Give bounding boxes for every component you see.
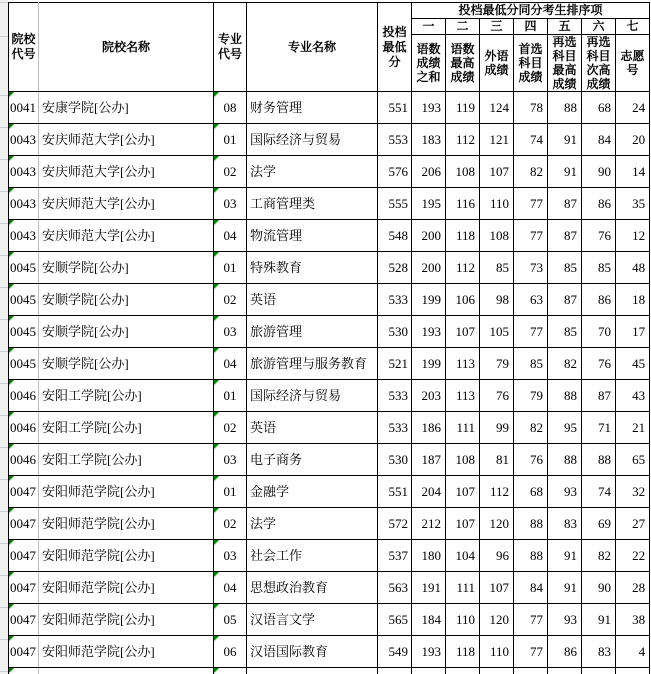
gutter-gridline: [0, 2, 8, 3]
cell-major-code[interactable]: 05: [214, 604, 247, 636]
cell-major-name[interactable]: 工商管理类: [247, 188, 378, 220]
cell-sort-5[interactable]: 85: [548, 252, 582, 284]
cell-sort-6[interactable]: 91: [582, 604, 616, 636]
cell-major-code[interactable]: 04: [214, 220, 247, 252]
cell-min-score[interactable]: 528: [378, 252, 412, 284]
gutter-gridline: [0, 351, 8, 352]
cell-min-score[interactable]: 521: [378, 348, 412, 380]
cell-empty[interactable]: [412, 668, 446, 674]
cell-sort-2[interactable]: 119: [446, 92, 480, 124]
cell-major-code[interactable]: 04: [214, 572, 247, 604]
cell-sort-3[interactable]: 85: [480, 252, 514, 284]
cell-empty[interactable]: [548, 668, 582, 674]
cell-major-code[interactable]: 03: [214, 444, 247, 476]
cell-sort-7[interactable]: 32: [616, 476, 650, 508]
cell-min-score[interactable]: 555: [378, 188, 412, 220]
table-row: [9, 636, 650, 668]
cell-sort-6[interactable]: 76: [582, 348, 616, 380]
cell-major-code[interactable]: 01: [214, 124, 247, 156]
cell-sort-3[interactable]: 107: [480, 156, 514, 188]
cell-college-name[interactable]: 安阳师范学院[公办]: [39, 604, 214, 636]
cell-major-code[interactable]: 03: [214, 316, 247, 348]
cell-sort-5[interactable]: 83: [548, 508, 582, 540]
cell-sort-5[interactable]: 91: [548, 572, 582, 604]
cell-sort-3[interactable]: 98: [480, 284, 514, 316]
cell-college-code[interactable]: 0047: [9, 476, 39, 508]
cell-sort-3[interactable]: 124: [480, 92, 514, 124]
cell-empty[interactable]: [39, 668, 214, 674]
table-row: [9, 124, 650, 156]
cell-min-score[interactable]: 563: [378, 572, 412, 604]
cell-major-name[interactable]: 特殊教育: [247, 252, 378, 284]
cell-major-code[interactable]: 01: [214, 252, 247, 284]
header-sort-label-1: 语数成绩之和: [412, 35, 446, 92]
gutter-gridline: [0, 223, 8, 224]
cell-sort-5[interactable]: 91: [548, 124, 582, 156]
cell-sort-2[interactable]: 118: [446, 636, 480, 668]
cell-sort-5[interactable]: 88: [548, 92, 582, 124]
cell-sort-6[interactable]: 86: [582, 284, 616, 316]
cell-college-name[interactable]: 安顺学院[公办]: [39, 348, 214, 380]
cell-college-code[interactable]: 0041: [9, 92, 39, 124]
cell-sort-2[interactable]: 112: [446, 124, 480, 156]
cell-sort-6[interactable]: 88: [582, 444, 616, 476]
cell-sort-7[interactable]: 21: [616, 412, 650, 444]
header-min-score: 投档最低分: [378, 3, 412, 92]
cell-sort-6[interactable]: 76: [582, 220, 616, 252]
cell-empty[interactable]: [247, 668, 378, 674]
cell-major-name[interactable]: 英语: [247, 412, 378, 444]
table-row: [9, 604, 650, 636]
cell-college-name[interactable]: 安顺学院[公办]: [39, 252, 214, 284]
cell-college-name[interactable]: 安康学院[公办]: [39, 92, 214, 124]
cell-college-name[interactable]: 安庆师范大学[公办]: [39, 188, 214, 220]
cell-sort-4[interactable]: 73: [514, 252, 548, 284]
cell-major-name[interactable]: 国际经济与贸易: [247, 380, 378, 412]
cell-empty[interactable]: [616, 668, 650, 674]
cell-college-code[interactable]: 0043: [9, 188, 39, 220]
cell-sort-4[interactable]: 77: [514, 188, 548, 220]
cell-sort-4[interactable]: 82: [514, 412, 548, 444]
cell-college-code[interactable]: 0046: [9, 412, 39, 444]
cell-sort-2[interactable]: 116: [446, 188, 480, 220]
cell-sort-6[interactable]: 87: [582, 380, 616, 412]
cell-min-score[interactable]: 549: [378, 636, 412, 668]
cell-min-score[interactable]: 533: [378, 412, 412, 444]
cell-sort-6[interactable]: 83: [582, 636, 616, 668]
cell-sort-7[interactable]: 48: [616, 252, 650, 284]
cell-sort-4[interactable]: 74: [514, 124, 548, 156]
cell-sort-6[interactable]: 84: [582, 124, 616, 156]
cell-sort-3[interactable]: 81: [480, 444, 514, 476]
cell-college-code[interactable]: 0045: [9, 252, 39, 284]
cell-min-score[interactable]: 553: [378, 124, 412, 156]
sheet-left-gutter: [0, 0, 8, 674]
cell-sort-7[interactable]: 22: [616, 540, 650, 572]
cell-min-score[interactable]: 533: [378, 380, 412, 412]
cell-sort-7[interactable]: 4: [616, 636, 650, 668]
cell-sort-2[interactable]: 112: [446, 252, 480, 284]
cell-sort-4[interactable]: 77: [514, 220, 548, 252]
cell-sort-3[interactable]: 76: [480, 380, 514, 412]
cell-empty[interactable]: [446, 668, 480, 674]
gutter-gridline: [0, 159, 8, 160]
cell-sort-1[interactable]: 199: [412, 348, 446, 380]
header-sort-num-6: 六: [582, 19, 616, 35]
cell-min-score[interactable]: 530: [378, 316, 412, 348]
cell-college-code[interactable]: 0043: [9, 220, 39, 252]
cell-sort-2[interactable]: 111: [446, 572, 480, 604]
cell-min-score[interactable]: 533: [378, 284, 412, 316]
table-row: [9, 444, 650, 476]
cell-major-name[interactable]: 汉语言文学: [247, 604, 378, 636]
table-row: [9, 476, 650, 508]
cell-college-name[interactable]: 安阳工学院[公办]: [39, 380, 214, 412]
header-sort-label-2: 语数最高成绩: [446, 35, 480, 92]
cell-sort-5[interactable]: 86: [548, 636, 582, 668]
cell-sort-6[interactable]: 69: [582, 508, 616, 540]
admission-score-table: [8, 2, 650, 674]
table-row: [9, 220, 650, 252]
cell-sort-1[interactable]: 184: [412, 604, 446, 636]
gutter-gridline: [0, 287, 8, 288]
table-header: [9, 3, 650, 92]
cell-college-code[interactable]: 0047: [9, 572, 39, 604]
cell-sort-7[interactable]: 18: [616, 284, 650, 316]
table-row: [9, 348, 650, 380]
cell-sort-5[interactable]: 87: [548, 284, 582, 316]
cell-sort-1[interactable]: 193: [412, 92, 446, 124]
cell-sort-4[interactable]: 77: [514, 636, 548, 668]
gutter-gridline: [0, 36, 8, 37]
cell-major-code[interactable]: 01: [214, 476, 247, 508]
cell-sort-6[interactable]: 85: [582, 252, 616, 284]
cell-sort-5[interactable]: 88: [548, 380, 582, 412]
cell-sort-6[interactable]: 82: [582, 540, 616, 572]
cell-sort-4[interactable]: 77: [514, 604, 548, 636]
cell-college-code[interactable]: 0047: [9, 604, 39, 636]
cell-sort-7[interactable]: 14: [616, 156, 650, 188]
cell-major-name[interactable]: 法学: [247, 508, 378, 540]
cell-sort-4[interactable]: 82: [514, 156, 548, 188]
table-row: [9, 540, 650, 572]
cell-sort-7[interactable]: 17: [616, 316, 650, 348]
table-row: [9, 316, 650, 348]
cell-sort-4[interactable]: 78: [514, 92, 548, 124]
cell-sort-1[interactable]: 199: [412, 284, 446, 316]
cell-sort-4[interactable]: 88: [514, 540, 548, 572]
cell-sort-4[interactable]: 85: [514, 348, 548, 380]
cell-college-code[interactable]: 0046: [9, 380, 39, 412]
cell-college-code[interactable]: 0047: [9, 540, 39, 572]
cell-sort-5[interactable]: 87: [548, 188, 582, 220]
cell-sort-7[interactable]: 45: [616, 348, 650, 380]
header-sort-label-5: 再选科目最高成绩: [548, 35, 582, 92]
table-row: [9, 284, 650, 316]
cell-college-name[interactable]: 安庆师范大学[公办]: [39, 156, 214, 188]
cell-sort-4[interactable]: 84: [514, 572, 548, 604]
cell-sort-5[interactable]: 87: [548, 220, 582, 252]
cell-college-code[interactable]: 0045: [9, 316, 39, 348]
cell-college-code[interactable]: 0043: [9, 124, 39, 156]
cell-min-score[interactable]: 537: [378, 540, 412, 572]
header-sort-group: 投档最低分同分考生排序项: [412, 3, 650, 19]
cell-sort-2[interactable]: 108: [446, 156, 480, 188]
cell-sort-7[interactable]: 28: [616, 572, 650, 604]
cell-empty[interactable]: [214, 668, 247, 674]
cell-sort-5[interactable]: 93: [548, 604, 582, 636]
table-row: [9, 508, 650, 540]
cell-sort-2[interactable]: 111: [446, 412, 480, 444]
cell-sort-3[interactable]: 120: [480, 604, 514, 636]
cell-sort-3[interactable]: 96: [480, 540, 514, 572]
table-row: [9, 188, 650, 220]
cell-sort-1[interactable]: 186: [412, 412, 446, 444]
cell-sort-6[interactable]: 68: [582, 92, 616, 124]
cell-sort-5[interactable]: 95: [548, 412, 582, 444]
cell-sort-5[interactable]: 93: [548, 476, 582, 508]
cell-sort-3[interactable]: 108: [480, 220, 514, 252]
gutter-gridline: [0, 575, 8, 576]
header-sort-label-7: 志愿号: [616, 35, 650, 92]
cell-sort-4[interactable]: 79: [514, 380, 548, 412]
cell-sort-7[interactable]: 43: [616, 380, 650, 412]
cell-sort-5[interactable]: 88: [548, 444, 582, 476]
cell-college-name[interactable]: 安阳师范学院[公办]: [39, 572, 214, 604]
cell-major-name[interactable]: 物流管理: [247, 220, 378, 252]
header-sort-label-6: 再选科目次高成绩: [582, 35, 616, 92]
cell-min-score[interactable]: 572: [378, 508, 412, 540]
cell-college-code[interactable]: 0045: [9, 284, 39, 316]
gutter-gridline: [0, 479, 8, 480]
cell-sort-1[interactable]: 191: [412, 572, 446, 604]
gutter-gridline: [0, 95, 8, 96]
cell-college-name[interactable]: 安阳工学院[公办]: [39, 412, 214, 444]
cell-empty[interactable]: [378, 668, 412, 674]
cell-sort-7[interactable]: 27: [616, 508, 650, 540]
cell-major-code[interactable]: 04: [214, 348, 247, 380]
gutter-gridline: [0, 639, 8, 640]
cell-sort-6[interactable]: 71: [582, 412, 616, 444]
cell-college-name[interactable]: 安庆师范大学[公办]: [39, 124, 214, 156]
cell-sort-2[interactable]: 107: [446, 476, 480, 508]
cell-major-code[interactable]: 06: [214, 636, 247, 668]
cell-college-name[interactable]: 安顺学院[公办]: [39, 316, 214, 348]
cell-sort-1[interactable]: 200: [412, 252, 446, 284]
header-sort-num-2: 二: [446, 19, 480, 35]
cell-college-name[interactable]: 安阳工学院[公办]: [39, 444, 214, 476]
header-sort-num-4: 四: [514, 19, 548, 35]
gutter-gridline: [0, 671, 8, 672]
cell-major-code[interactable]: 01: [214, 380, 247, 412]
cell-min-score[interactable]: 551: [378, 476, 412, 508]
cell-sort-1[interactable]: 204: [412, 476, 446, 508]
cell-sort-6[interactable]: 86: [582, 188, 616, 220]
cell-sort-7[interactable]: 20: [616, 124, 650, 156]
cell-sort-2[interactable]: 108: [446, 444, 480, 476]
cell-sort-7[interactable]: 35: [616, 188, 650, 220]
cell-sort-1[interactable]: 206: [412, 156, 446, 188]
cell-sort-3[interactable]: 120: [480, 508, 514, 540]
header-sort-num-7: 七: [616, 19, 650, 35]
gutter-gridline: [0, 511, 8, 512]
cell-major-code[interactable]: 08: [214, 92, 247, 124]
gutter-gridline: [0, 127, 8, 128]
header-sort-num-5: 五: [548, 19, 582, 35]
table-row: [9, 412, 650, 444]
cell-sort-1[interactable]: 183: [412, 124, 446, 156]
cell-sort-3[interactable]: 105: [480, 316, 514, 348]
cell-sort-4[interactable]: 77: [514, 316, 548, 348]
table-body: [9, 92, 650, 674]
header-major-code: 专业代号: [214, 3, 247, 92]
gutter-gridline: [0, 543, 8, 544]
cell-sort-3[interactable]: 110: [480, 188, 514, 220]
gutter-gridline: [0, 447, 8, 448]
cell-min-score[interactable]: 530: [378, 444, 412, 476]
header-sort-label-4: 首选科目成绩: [514, 35, 548, 92]
cell-major-name[interactable]: 旅游管理: [247, 316, 378, 348]
cell-sort-1[interactable]: 212: [412, 508, 446, 540]
gutter-gridline: [0, 319, 8, 320]
cell-sort-2[interactable]: 113: [446, 348, 480, 380]
cell-sort-3[interactable]: 99: [480, 412, 514, 444]
cell-sort-6[interactable]: 74: [582, 476, 616, 508]
cell-major-code[interactable]: 02: [214, 284, 247, 316]
gutter-gridline: [0, 383, 8, 384]
cell-sort-3[interactable]: 79: [480, 348, 514, 380]
cell-major-code[interactable]: 02: [214, 508, 247, 540]
cell-sort-7[interactable]: 24: [616, 92, 650, 124]
header-row-group: [9, 3, 650, 19]
cell-sort-2[interactable]: 118: [446, 220, 480, 252]
cell-sort-1[interactable]: 200: [412, 220, 446, 252]
cell-sort-3[interactable]: 107: [480, 572, 514, 604]
cell-min-score[interactable]: 548: [378, 220, 412, 252]
cell-sort-7[interactable]: 65: [616, 444, 650, 476]
cell-sort-5[interactable]: 91: [548, 540, 582, 572]
cell-college-code[interactable]: 0043: [9, 156, 39, 188]
cell-major-code[interactable]: 03: [214, 188, 247, 220]
header-sort-num-1: 一: [412, 19, 446, 35]
cell-sort-2[interactable]: 113: [446, 380, 480, 412]
cell-sort-2[interactable]: 104: [446, 540, 480, 572]
cell-major-name[interactable]: 社会工作: [247, 540, 378, 572]
cell-sort-3[interactable]: 112: [480, 476, 514, 508]
cell-empty[interactable]: [514, 668, 548, 674]
header-sort-label-3: 外语成绩: [480, 35, 514, 92]
cell-sort-6[interactable]: 90: [582, 156, 616, 188]
cell-major-name[interactable]: 旅游管理与服务教育: [247, 348, 378, 380]
table-row: [9, 92, 650, 124]
cell-sort-1[interactable]: 187: [412, 444, 446, 476]
cell-sort-6[interactable]: 70: [582, 316, 616, 348]
cell-college-code[interactable]: 0046: [9, 444, 39, 476]
cell-empty[interactable]: [480, 668, 514, 674]
cell-empty[interactable]: [582, 668, 616, 674]
cell-major-name[interactable]: 财务管理: [247, 92, 378, 124]
cell-sort-1[interactable]: 203: [412, 380, 446, 412]
header-college-code: 院校代号: [9, 3, 39, 92]
gutter-gridline: [0, 607, 8, 608]
cell-sort-2[interactable]: 107: [446, 508, 480, 540]
cell-major-code[interactable]: 02: [214, 412, 247, 444]
table-row: [9, 380, 650, 412]
cell-college-name[interactable]: 安阳师范学院[公办]: [39, 540, 214, 572]
cell-college-name[interactable]: 安顺学院[公办]: [39, 284, 214, 316]
cell-college-name[interactable]: 安阳师范学院[公办]: [39, 476, 214, 508]
cell-major-code[interactable]: 02: [214, 156, 247, 188]
cell-sort-1[interactable]: 193: [412, 636, 446, 668]
cell-college-name[interactable]: 安阳师范学院[公办]: [39, 636, 214, 668]
cell-major-name[interactable]: 英语: [247, 284, 378, 316]
cell-sort-4[interactable]: 76: [514, 444, 548, 476]
cell-college-code[interactable]: 0047: [9, 508, 39, 540]
header-college-name: 院校名称: [39, 3, 214, 92]
cell-sort-7[interactable]: 38: [616, 604, 650, 636]
cell-college-code[interactable]: 0045: [9, 348, 39, 380]
cell-sort-2[interactable]: 110: [446, 604, 480, 636]
gutter-gridline: [0, 255, 8, 256]
cell-sort-4[interactable]: 68: [514, 476, 548, 508]
cell-college-name[interactable]: 安庆师范大学[公办]: [39, 220, 214, 252]
table-row: [9, 156, 650, 188]
cell-sort-2[interactable]: 107: [446, 316, 480, 348]
cell-sort-5[interactable]: 91: [548, 156, 582, 188]
cell-sort-3[interactable]: 110: [480, 636, 514, 668]
cell-sort-5[interactable]: 85: [548, 316, 582, 348]
cell-min-score[interactable]: 565: [378, 604, 412, 636]
table-row: [9, 252, 650, 284]
cell-sort-1[interactable]: 195: [412, 188, 446, 220]
cell-major-name[interactable]: 汉语国际教育: [247, 636, 378, 668]
cell-sort-7[interactable]: 12: [616, 220, 650, 252]
cell-college-name[interactable]: 安阳师范学院[公办]: [39, 508, 214, 540]
cell-sort-6[interactable]: 90: [582, 572, 616, 604]
cell-sort-4[interactable]: 88: [514, 508, 548, 540]
gutter-gridline: [0, 415, 8, 416]
cell-empty[interactable]: [9, 668, 39, 674]
cell-major-name[interactable]: 思想政治教育: [247, 572, 378, 604]
cell-sort-3[interactable]: 121: [480, 124, 514, 156]
cell-sort-1[interactable]: 193: [412, 316, 446, 348]
gutter-gridline: [0, 191, 8, 192]
cell-major-code[interactable]: 03: [214, 540, 247, 572]
cell-college-code[interactable]: 0047: [9, 636, 39, 668]
cell-min-score[interactable]: 576: [378, 156, 412, 188]
cell-major-name[interactable]: 法学: [247, 156, 378, 188]
header-major-name: 专业名称: [247, 3, 378, 92]
cell-sort-4[interactable]: 63: [514, 284, 548, 316]
cell-major-name[interactable]: 电子商务: [247, 444, 378, 476]
header-sort-num-3: 三: [480, 19, 514, 35]
table-row-partial: [9, 668, 650, 674]
cell-major-name[interactable]: 国际经济与贸易: [247, 124, 378, 156]
cell-major-name[interactable]: 金融学: [247, 476, 378, 508]
cell-sort-5[interactable]: 82: [548, 348, 582, 380]
cell-min-score[interactable]: 551: [378, 92, 412, 124]
cell-sort-1[interactable]: 180: [412, 540, 446, 572]
table-row: [9, 572, 650, 604]
cell-sort-2[interactable]: 106: [446, 284, 480, 316]
